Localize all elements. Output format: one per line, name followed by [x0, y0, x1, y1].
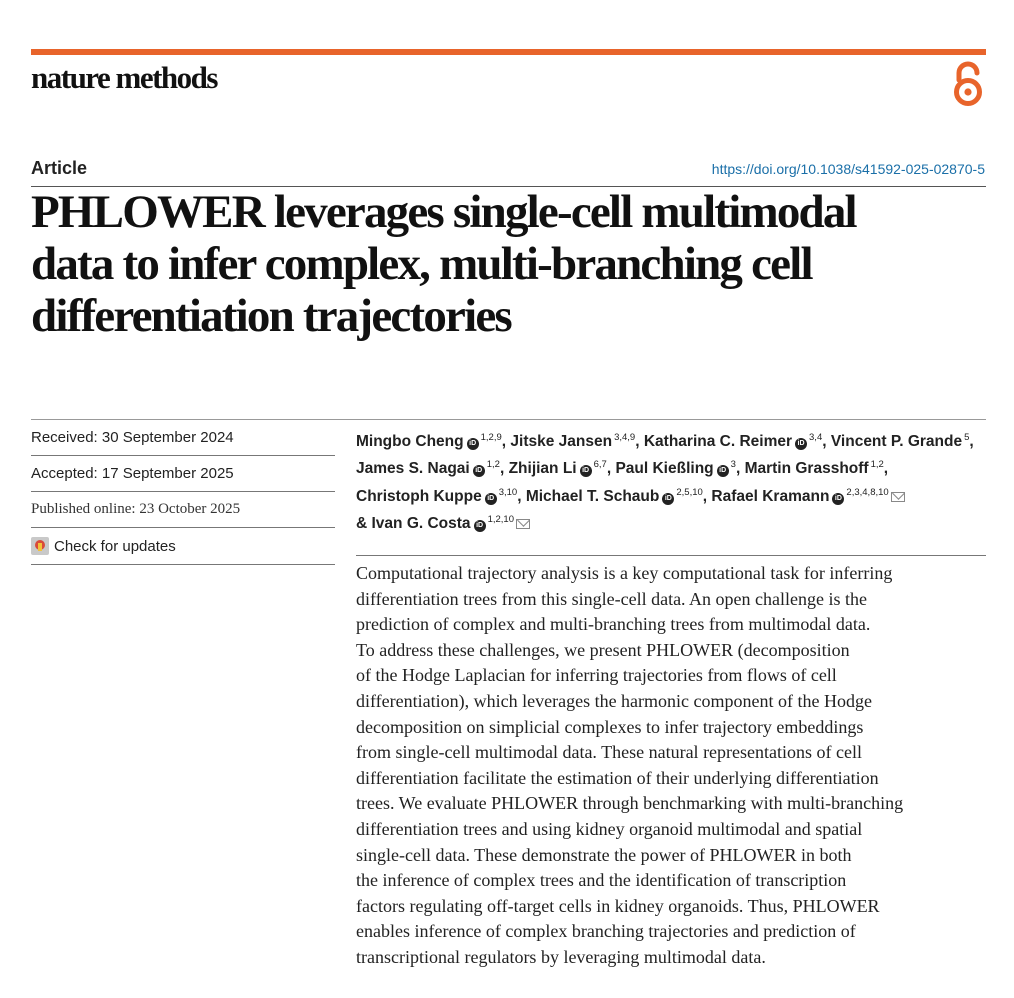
author[interactable]: [356, 433, 506, 450]
orcid-icon[interactable]: iD: [467, 438, 479, 450]
author[interactable]: [356, 488, 522, 505]
author-affiliation: 1,2,9: [480, 432, 502, 443]
article-type-label: Article: [31, 158, 88, 178]
abstract-line: enables inference of complex branching trajectories and prediction of: [356, 921, 856, 942]
author-name[interactable]: Christoph Kuppe: [356, 487, 482, 505]
author-affiliation: 1,2,10: [487, 514, 514, 526]
author-name[interactable]: Vincent P. Grande: [830, 433, 963, 450]
orcid-icon[interactable]: iD: [662, 493, 674, 505]
title-line: PHLOWER leverages single-cell multimodal: [31, 186, 856, 238]
author-affiliation: 2,5,10: [676, 486, 703, 498]
author-affiliation: 1,2: [486, 459, 500, 471]
author-name[interactable]: Katharina C. Reimer: [643, 433, 793, 450]
author-name[interactable]: Jitske Jansen: [510, 433, 613, 450]
abstract-line: the inference of complex trees and the identification of transcription: [356, 870, 847, 891]
author[interactable]: [831, 433, 974, 450]
author[interactable]: [526, 488, 707, 505]
orcid-icon[interactable]: iD: [485, 493, 497, 505]
abstract-line: single-cell data. These demonstrate the power of PHLOWER in both: [356, 844, 852, 865]
author-separator: ,: [501, 433, 507, 450]
check-for-updates-button[interactable]: [31, 528, 335, 565]
abstract-line: differentiation facilitate the estimation of their underlying differentiation: [356, 767, 879, 788]
author[interactable]: [509, 460, 612, 477]
author-name[interactable]: & Ivan G. Costa: [356, 515, 471, 533]
publication-dates: [31, 420, 335, 565]
abstract-line: differentiation trees from this single-cell data. An open challenge is the: [356, 588, 868, 609]
orcid-icon[interactable]: iD: [474, 520, 486, 532]
journal-name[interactable]: nature methods: [31, 60, 217, 95]
author-name[interactable]: Martin Grasshoff: [744, 460, 869, 478]
author[interactable]: [615, 460, 740, 477]
author-affiliation: 3,10: [498, 486, 518, 498]
abstract-line: differentiation), which leverages the harmonic component of the Hodge: [356, 690, 872, 711]
author-name[interactable]: Michael T. Schaub: [525, 487, 660, 505]
abstract-line: transcriptional regulators by leveraging multimodal data.: [356, 946, 766, 967]
title-line: data to infer complex, multi-branching cell: [31, 238, 812, 290]
orcid-icon[interactable]: iD: [717, 465, 729, 477]
email-icon[interactable]: [516, 519, 530, 529]
author[interactable]: [356, 460, 504, 477]
orcid-icon[interactable]: iD: [795, 438, 807, 450]
author[interactable]: [711, 488, 904, 505]
abstract-line: To address these challenges, we present PHLOWER (decomposition: [356, 639, 850, 660]
orcid-icon[interactable]: iD: [580, 465, 592, 477]
abstract: [356, 561, 982, 971]
check-for-updates-icon: [31, 537, 49, 555]
abstract-line: of the Hodge Laplacian for inferring trajectories from flows of cell: [356, 665, 837, 686]
email-icon[interactable]: [891, 492, 905, 502]
author-separator: ,: [517, 487, 522, 505]
author-affiliation: 6,7: [593, 459, 607, 471]
author-name[interactable]: James S. Nagai: [356, 460, 470, 478]
author-separator: ,: [702, 487, 708, 505]
orcid-icon[interactable]: iD: [473, 465, 485, 477]
received-date: Received: 30 September 2024: [31, 420, 335, 456]
author-name[interactable]: Zhijian Li: [508, 460, 577, 478]
author-separator: ,: [635, 433, 640, 450]
open-access-icon[interactable]: [950, 60, 986, 108]
orcid-icon[interactable]: iD: [832, 493, 844, 505]
author[interactable]: [510, 433, 639, 450]
author-separator: ,: [499, 460, 505, 478]
author-separator: ,: [606, 460, 612, 478]
author-affiliation: 2,3,4,8,10: [846, 486, 889, 498]
doi-link[interactable]: https://doi.org/10.1038/s41592-025-02870-5: [711, 161, 985, 177]
author-affiliation: 3,4,9: [614, 432, 636, 443]
author-separator: ,: [822, 433, 827, 450]
check-for-updates-label: Check for updates: [54, 537, 176, 555]
author-name[interactable]: Rafael Kramann: [711, 487, 830, 505]
author-affiliation: 3: [730, 459, 736, 471]
author-affiliation: 3,4: [809, 432, 823, 443]
author[interactable]: [356, 515, 530, 532]
abstract-line: trees. We evaluate PHLOWER through benchmarking with multi-branching: [356, 793, 904, 814]
abstract-line: Computational trajectory analysis is a key computational task for inferring: [356, 563, 893, 583]
abstract-line: from single-cell multimodal data. These natural representations of cell: [356, 742, 862, 763]
author-affiliation: 1,2: [870, 459, 884, 471]
author[interactable]: [745, 460, 889, 477]
abstract-divider: [356, 555, 986, 556]
author-separator: ,: [883, 460, 889, 478]
abstract-line: factors regulating off-target cells in kidney organoids. Thus, PHLOWER: [356, 895, 880, 916]
author-separator: ,: [735, 460, 741, 478]
author[interactable]: [644, 433, 827, 450]
author-name[interactable]: Paul Kießling: [615, 460, 714, 478]
author-list: [356, 426, 986, 536]
abstract-line: decomposition on simplicial complexes to infer trajectory embeddings: [356, 716, 864, 737]
author-affiliation: 5: [964, 432, 970, 443]
article-title: [31, 186, 986, 342]
title-line: differentiation trajectories: [31, 290, 511, 342]
author-separator: ,: [969, 433, 974, 450]
published-date: Published online: 23 October 2025: [31, 492, 335, 528]
abstract-line: differentiation trees and using kidney organoid multimodal and spatial: [356, 818, 863, 839]
journal-accent-bar: [31, 49, 986, 55]
accepted-date: Accepted: 17 September 2025: [31, 456, 335, 492]
abstract-line: prediction of complex and multi-branching trees from multimodal data.: [356, 614, 871, 635]
author-name[interactable]: Mingbo Cheng: [356, 433, 464, 450]
